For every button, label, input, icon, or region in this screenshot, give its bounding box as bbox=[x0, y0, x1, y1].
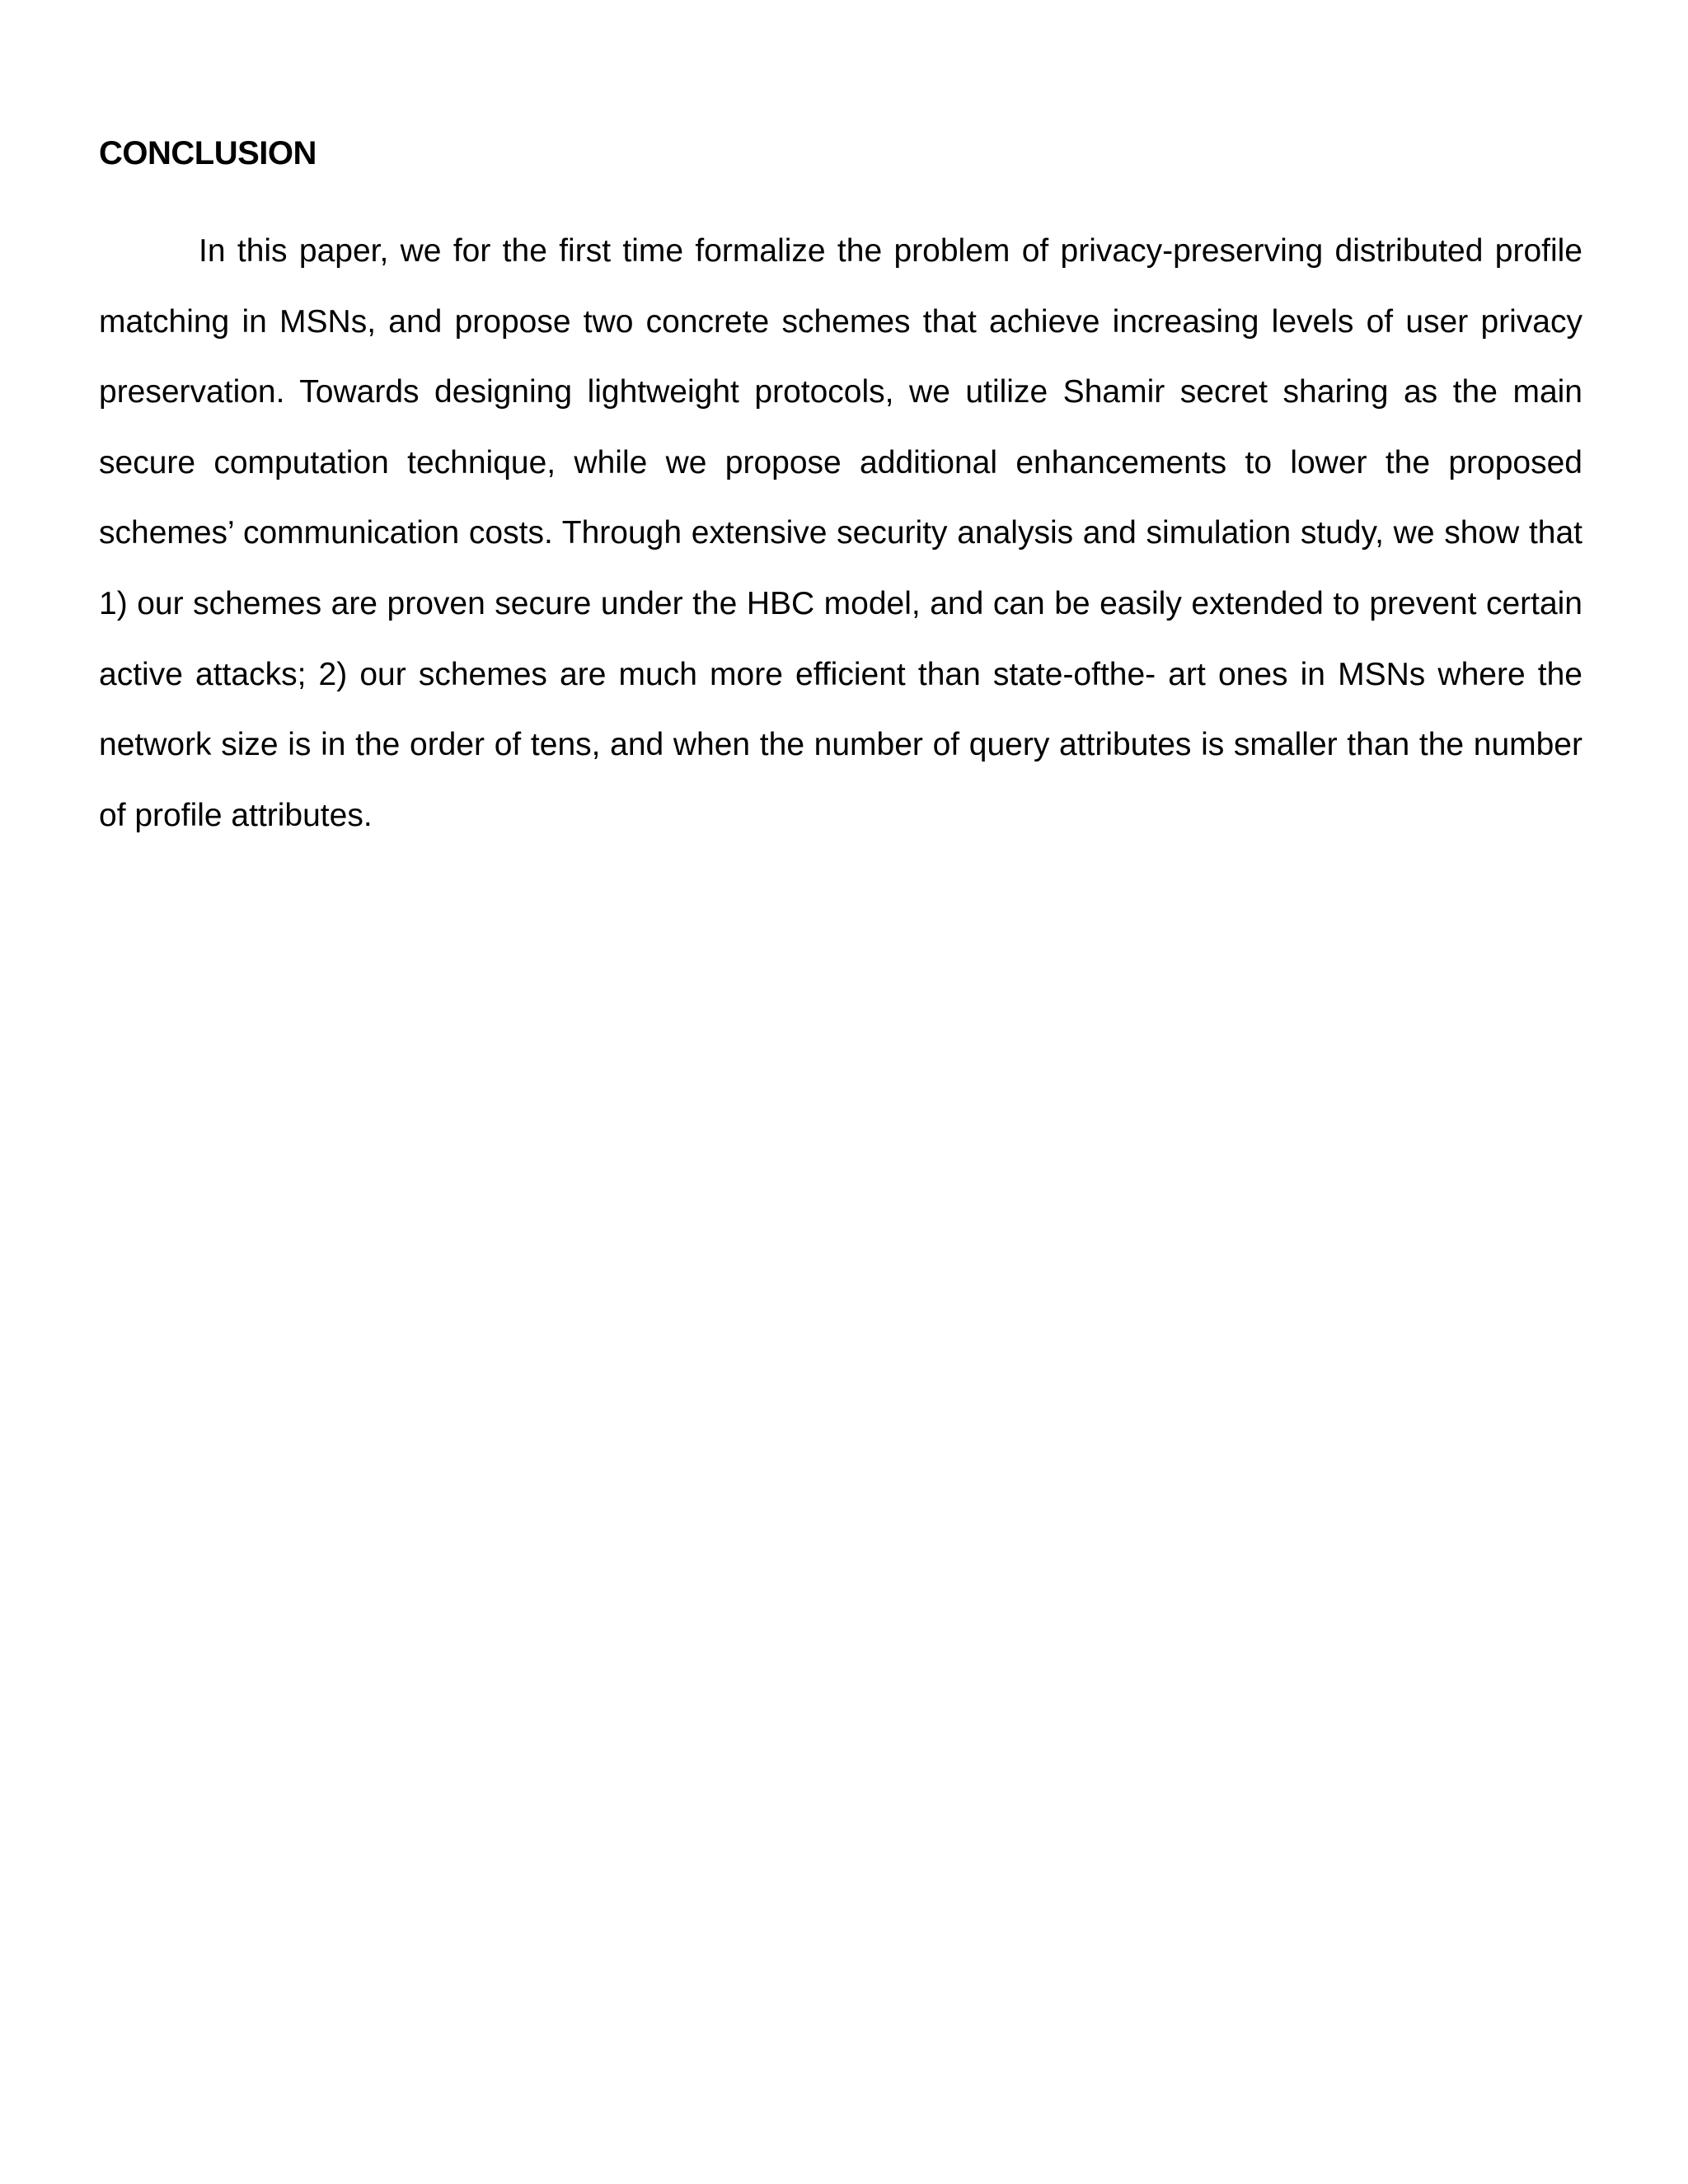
section-heading: CONCLUSION bbox=[99, 135, 316, 171]
conclusion-paragraph: In this paper, we for the first time formalize the problem of privacy-preserving distributed profile matching in MSNs, and propose two concrete schemes that achieve increasing levels of user privacy preservation. Towards designing lightweight protocols, we utilize Shamir secret sharing as the main secure computation technique, while we propose additional enhancements to lower the proposed schemes’ communication costs. Through extensive security analysis and simulation study, we show that 1) our schemes are proven secure under the HBC model, and can be easily extended to prevent certain active attacks; 2) our schemes are much more efficient than state-ofthe- art ones in MSNs where the network size is in the order of tens, and when the number of query attributes is smaller than the number of profile attributes. bbox=[99, 233, 1582, 833]
